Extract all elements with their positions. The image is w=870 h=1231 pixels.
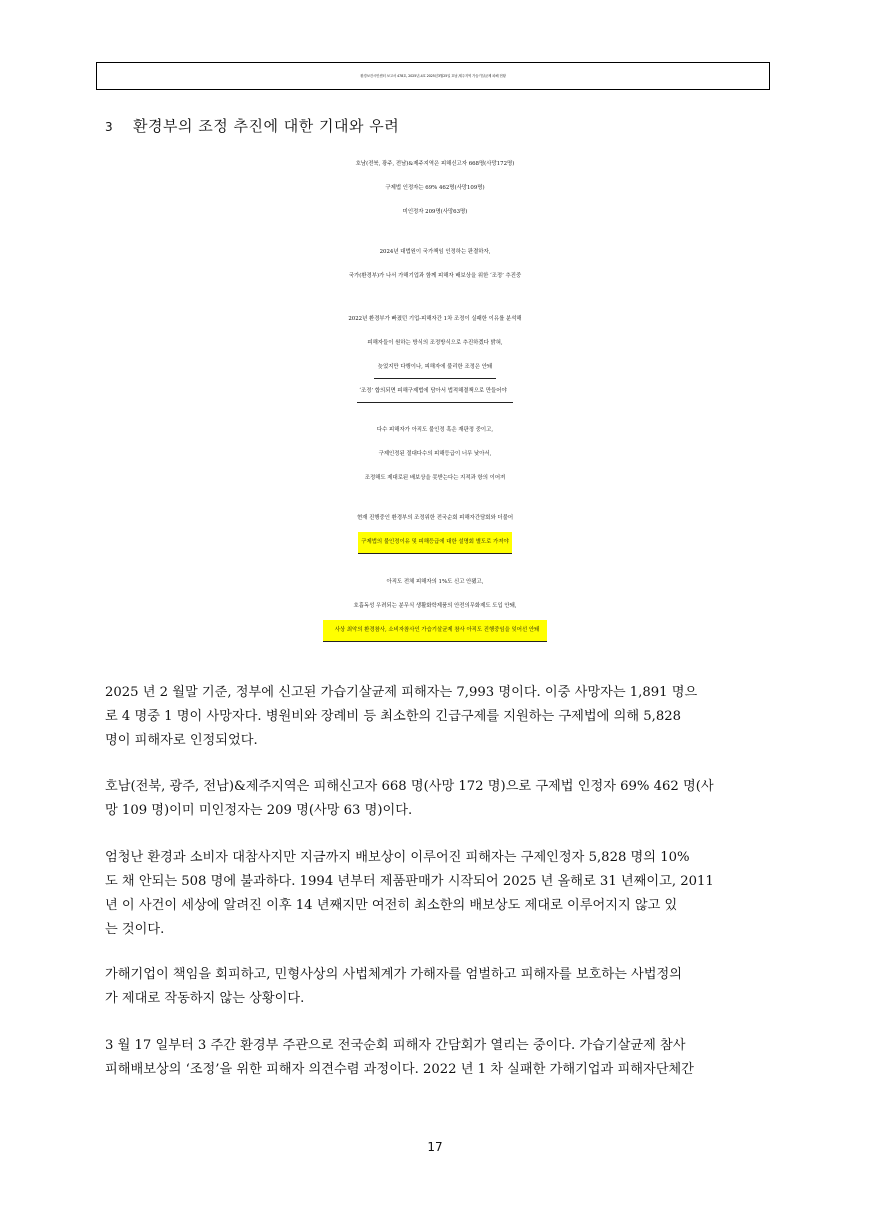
summary-line: 호흡독성 우려되는 분무식 생활화학제품의 안전의무화제도 도입 안돼, xyxy=(353,603,517,609)
underlined-line: 늦었지만 다행이나, 피해자에 불리한 조정은 안돼 xyxy=(374,357,496,379)
summary-line: 구제법 인정자는 69% 462명(사망109명) xyxy=(385,185,485,191)
paragraph-line: 2025 년 2 월말 기준, 정부에 신고된 가습기살균제 피해자는 7,993 명이다. 이중 사망자는 1,891 명으 xyxy=(105,685,698,700)
paragraph-line: 년 이 사건이 세상에 알려진 이후 14 년째지만 여전히 최소한의 배보상도 제대로 이루어지지 않고 있 xyxy=(105,898,678,913)
body-paragraph-2 xyxy=(105,775,765,823)
summary-line: 구제인정된 절대다수의 피해등급이 너무 낮아서, xyxy=(378,451,492,457)
section-number: 3 xyxy=(105,120,114,134)
summary-line: 호남(전북, 광주, 전남)&제주지역은 피해신고자 668명(사망172명) xyxy=(355,161,515,167)
highlighted-line: 구제법의 불인정이유 및 피해등급에 대한 설명회 별도로 가져야 xyxy=(358,532,511,554)
report-header: 환경보건시민센터 보고서 478호, 2025년-4호 2025년3월25일 호남,제주지역 가습기살균제 피해 현황 xyxy=(96,62,770,90)
summary-line: 미인정자 209명(사망63명) xyxy=(402,209,468,215)
summary-block-3 xyxy=(0,307,870,403)
summary-block-5 xyxy=(0,506,870,554)
summary-block-4 xyxy=(0,418,870,490)
paragraph-line: 로 4 명중 1 명이 사망자다. 병원비와 장례비 등 최소한의 긴급구제를 지원하는 구제법에 의해 5,828 xyxy=(105,709,682,724)
summary-block-2 xyxy=(0,240,870,288)
summary-line: 피해자들이 원하는 방식의 조정방식으로 추진하겠다 밝혀, xyxy=(367,340,503,346)
paragraph-line: 피해배보상의 ‘조정’을 위한 피해자 의견수렴 과정이다. 2022 년 1 차 실패한 가해기업과 피해자단체간 xyxy=(105,1062,694,1077)
paragraph-line: 망 109 명)이미 미인정자는 209 명(사망 63 명)이다. xyxy=(105,803,413,818)
paragraph-line: 가 제대로 작동하지 않는 상황이다. xyxy=(105,991,305,1006)
summary-block-6 xyxy=(0,570,870,642)
page-number: 17 xyxy=(427,1140,443,1154)
summary-block-1 xyxy=(0,152,870,224)
paragraph-line: 호남(전북, 광주, 전남)&제주지역은 피해신고자 668 명(사망 172 명)으로 구제법 인정자 69% 462 명(사 xyxy=(105,779,714,794)
paragraph-line: 가해기업이 책임을 회피하고, 민형사상의 사법체계가 가해자를 엄벌하고 피해자를 보호하는 사법정의 xyxy=(105,967,682,982)
body-paragraph-5 xyxy=(105,1034,765,1082)
paragraph-line: 3 월 17 일부터 3 주간 환경부 주관으로 전국순회 피해자 간담회가 열리는 중이다. 가습기살균제 참사 xyxy=(105,1038,686,1053)
summary-line: 2024년 대법원이 국가책임 인정하는 판결하자, xyxy=(379,249,491,255)
paragraph-line: 엄청난 환경과 소비자 대참사지만 지금까지 배보상이 이루어진 피해자는 구제인정자 5,828 명의 10% xyxy=(105,850,690,865)
summary-line: 조정해도 제대로된 배보상을 못받는다는 지적과 항의 이어져 xyxy=(364,475,506,481)
section-title: 환경부의 조정 추진에 대한 기대와 우려 xyxy=(133,117,400,135)
paragraph-line: 도 채 안되는 508 명에 불과하다. 1994 년부터 제품판매가 시작되어 2025 년 올해로 31 년째이고, 2011 xyxy=(105,874,714,889)
summary-line: 아직도 전체 피해자의 1%도 신고 안됐고, xyxy=(386,579,484,585)
underlined-line: ‘조정’ 합의되면 피해구제법에 담아서 법적해결책으로 만들어야 xyxy=(357,381,512,403)
summary-line: 현재 진행중인 환경부의 조정위한 전국순회 피해자간담회와 더불어 xyxy=(356,515,514,521)
paragraph-line: 는 것이다. xyxy=(105,922,165,937)
summary-line: 국가(환경부)가 나서 가해기업과 함께 피해자 배보상을 위한 ‘조정’ 추진중 xyxy=(348,273,522,279)
body-paragraph-1 xyxy=(105,681,765,753)
summary-line: 다수 피해자가 아직도 불인정 혹은 재판정 중이고, xyxy=(376,427,494,433)
paragraph-line: 명이 피해자로 인정되었다. xyxy=(105,733,258,748)
summary-line: 2022년 환경부가 빠졌던 기업-피해자간 1차 조정이 실패한 이유를 분석해 xyxy=(348,316,522,322)
highlighted-line: 사상 최악의 환경참사, 소비자참사인 가습기살균제 참사 아직도 진행중임을 잊어선 안돼 xyxy=(323,620,548,642)
section-heading xyxy=(105,115,399,136)
body-paragraph-4 xyxy=(105,963,765,1011)
body-paragraph-3 xyxy=(105,846,765,942)
